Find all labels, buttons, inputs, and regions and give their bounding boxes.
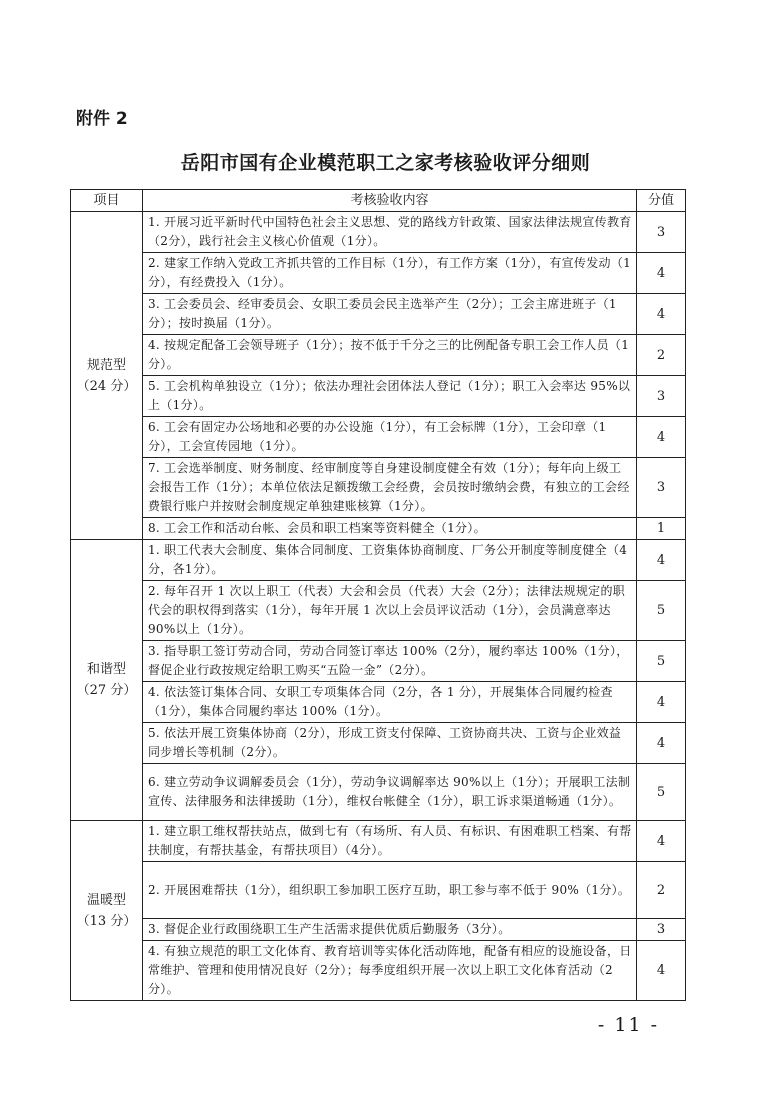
score-value: 4 [637,723,686,764]
table-row [71,458,686,518]
criterion-text: 1. 职工代表大会制度、集体合同制度、工资集体协商制度、厂务公开制度等制度健全（4分，各1分）。 [143,540,637,581]
criterion-text: 6. 工会有固定办公场地和必要的办公设施（1分），有工会标牌（1分），工会印章（1分），工会宣传园地（1分）。 [143,417,637,458]
table-row [71,212,686,253]
score-value: 3 [637,212,686,253]
criterion-text: 7. 工会选举制度、财务制度、经审制度等自身建设制度健全有效（1分）；每年向上级工会报告工作（1分）；本单位依法足额拨缴工会经费，会员按时缴纳会费，有独立的工会经费银行账户并按财会制度规定单独建账核算（1分）。 [143,458,637,518]
table-row [71,764,686,821]
criterion-text: 5. 工会机构单独设立（1分）；依法办理社会团体法人登记（1分）；职工入会率达 95%以上（1分）。 [143,376,637,417]
score-value: 3 [637,919,686,941]
score-value: 3 [637,458,686,518]
criterion-text: 3. 工会委员会、经审委员会、女职工委员会民主选举产生（2分）；工会主席进班子（1分）；按时换届（1分）。 [143,294,637,335]
criterion-text: 3. 指导职工签订劳动合同，劳动合同签订率达 100%（2分），履约率达 100%（1分），督促企业行政按规定给职工购买“五险一金”（2分）。 [143,641,637,682]
table-row [71,335,686,376]
table-row [71,253,686,294]
header-content: 考核验收内容 [143,190,637,212]
score-value: 3 [637,376,686,417]
page-number: - 11 - [597,1014,659,1036]
score-value: 2 [637,862,686,919]
category-total: （27 分） [76,683,137,698]
criterion-text: 2. 建家工作纳入党政工齐抓共管的工作目标（1分），有工作方案（1分），有宣传发动（1分），有经费投入（1分）。 [143,253,637,294]
score-value: 2 [637,335,686,376]
criterion-text: 4. 按规定配备工会领导班子（1分）；按不低于千分之三的比例配备专职工会工作人员（1分）。 [143,335,637,376]
category-cell [71,821,143,1001]
document-title: 岳阳市国有企业模范职工之家考核验收评分细则 [180,152,591,174]
attachment-label: 附件 2 [76,109,128,129]
table-row [71,682,686,723]
score-value: 5 [637,764,686,821]
criterion-text: 1. 建立职工维权帮扶站点，做到七有（有场所、有人员、有标识、有困难职工档案、有帮扶制度，有帮扶基金，有帮扶项目）（4分）。 [143,821,637,862]
score-value: 4 [637,941,686,1001]
table-row [71,862,686,919]
score-value: 4 [637,821,686,862]
table-row [71,376,686,417]
category-name: 和谐型 [86,662,126,677]
table-row [71,641,686,682]
criterion-text: 5. 依法开展工资集体协商（2分），形成工资支付保障、工资协商共决、工资与企业效益同步增长等机制（2分）。 [143,723,637,764]
criterion-text: 4. 有独立规范的职工文化体育、教育培训等实体化活动阵地，配备有相应的设施设备，日常维护、管理和使用情况良好（2分）；每季度组织开展一次以上职工文化体育活动（2分）。 [143,941,637,1001]
score-value: 5 [637,641,686,682]
table-row [71,518,686,540]
criterion-text: 2. 开展困难帮扶（1分），组织职工参加职工医疗互助，职工参与率不低于 90%（1分）。 [143,862,637,919]
score-value: 4 [637,294,686,335]
header-score: 分值 [637,190,686,212]
score-value: 1 [637,518,686,540]
table-row [71,941,686,1001]
table-row [71,581,686,641]
criterion-text: 1. 开展习近平新时代中国特色社会主义思想、党的路线方针政策、国家法律法规宣传教育（2分），践行社会主义核心价值观（1分）。 [143,212,637,253]
category-name: 规范型 [86,357,126,373]
score-value: 4 [637,682,686,723]
scoring-table [70,189,686,1001]
table-row [71,540,686,581]
score-value: 4 [637,253,686,294]
criterion-text: 2. 每年召开 1 次以上职工（代表）大会和会员（代表）大会（2分）；法律法规规定的职代会的职权得到落实（1分），每年开展 1 次以上会员评议活动（1分），会员满意率达 90%以上（1分）。 [143,581,637,641]
table-row [71,919,686,941]
category-total: （24 分） [76,378,137,394]
criterion-text: 6. 建立劳动争议调解委员会（1分），劳动争议调解率达 90%以上（1分）；开展职工法制宣传、法律服务和法律援助（1分），维权台帐健全（1分），职工诉求渠道畅通（1分）。 [143,764,637,821]
score-value: 5 [637,581,686,641]
category-total: （13 分） [76,913,137,929]
header-item: 项目 [71,190,143,212]
table-row [71,417,686,458]
criterion-text: 3. 督促企业行政围绕职工生产生活需求提供优质后勤服务（3分）。 [143,919,637,941]
category-cell [71,540,143,821]
score-value: 4 [637,540,686,581]
table-row [71,723,686,764]
table-row [71,294,686,335]
category-name: 温暖型 [86,892,126,908]
category-cell [71,212,143,540]
score-value: 4 [637,417,686,458]
criterion-text: 4. 依法签订集体合同、女职工专项集体合同（2分，各 1 分），开展集体合同履约检查（1分），集体合同履约率达 100%（1分）。 [143,682,637,723]
table-header-row [71,190,686,212]
table-row [71,821,686,862]
criterion-text: 8. 工会工作和活动台帐、会员和职工档案等资料健全（1分）。 [143,518,637,540]
